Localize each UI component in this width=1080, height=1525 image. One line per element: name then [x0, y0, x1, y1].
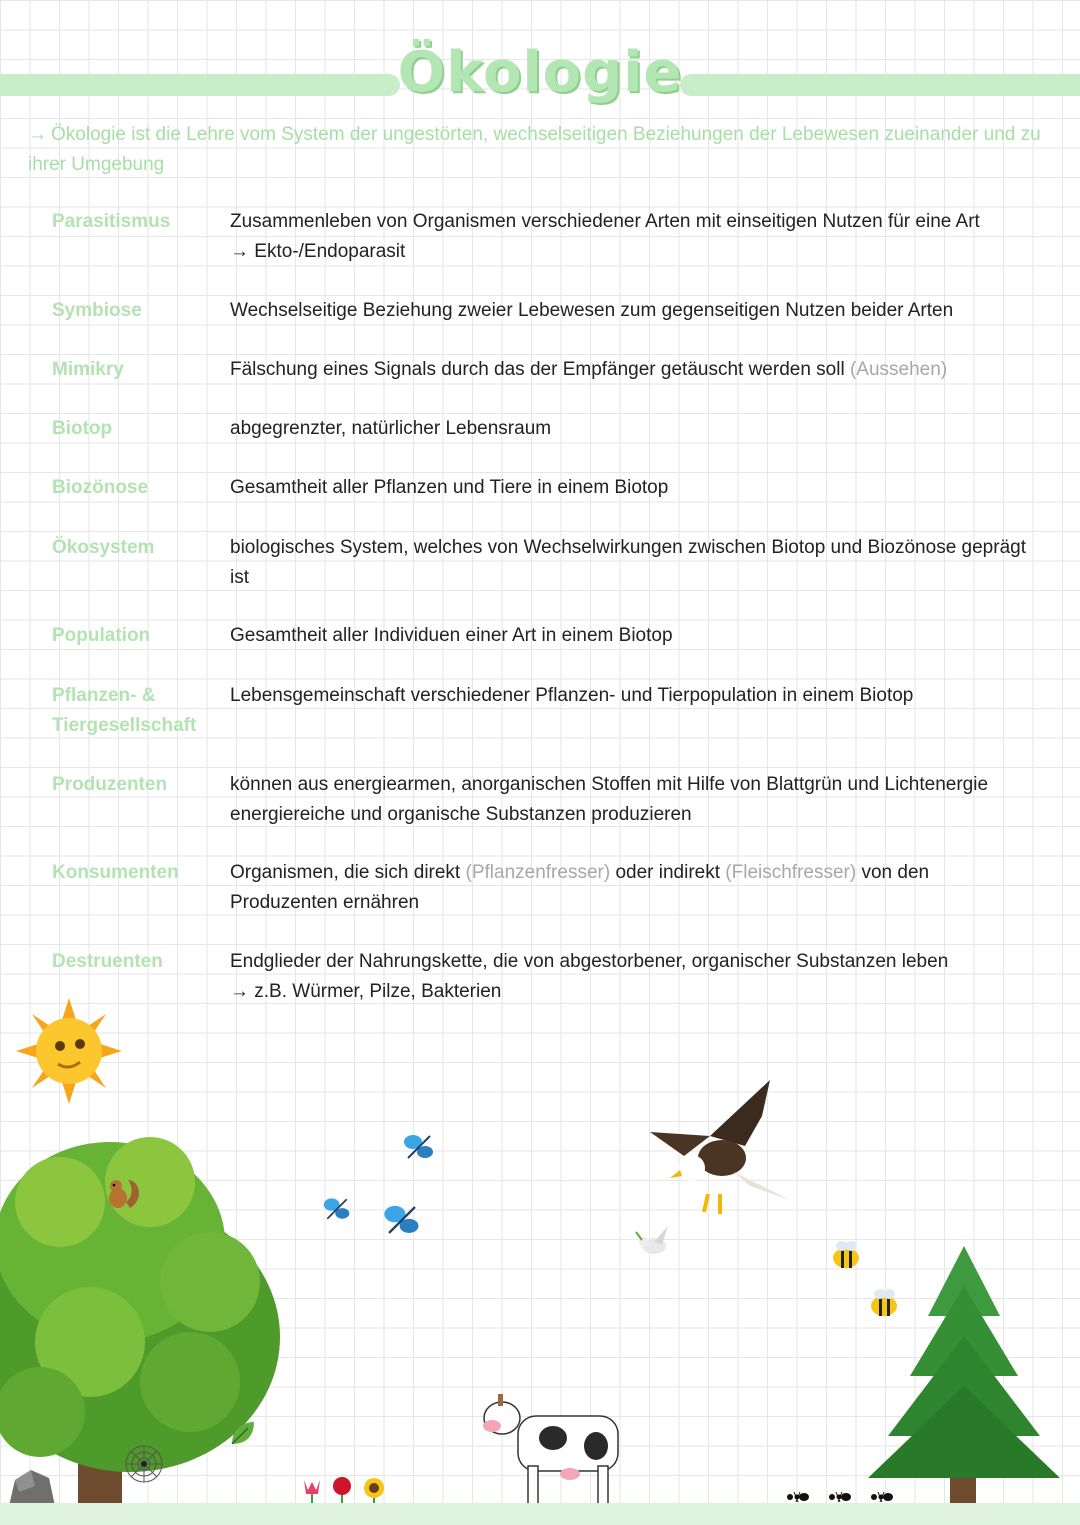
definition-text: oder indirekt [615, 862, 721, 883]
definition-text: Zusammenleben von Organismen verschiedener Arten mit einseitigen Nutzen für eine Art [230, 211, 980, 232]
term-gesellschaft [52, 681, 222, 740]
term-biozoenose: Biozönose [52, 477, 149, 498]
butterfly-icon [382, 1200, 422, 1240]
term-biotop: Biotop [52, 418, 113, 439]
definition-biozoenose: Gesamtheit aller Pflanzen und Tiere in einem Biotop [230, 477, 669, 498]
term-oekosystem: Ökosystem [52, 537, 155, 558]
definition-text: von den Produzenten ernähren [230, 862, 930, 913]
butterfly-icon [402, 1130, 436, 1164]
definition-example: → Ekto-/Endoparasit [230, 240, 406, 262]
definition-text: Endglieder der Nahrungskette, die von abgestorbener, organischer Substanzen leben [230, 951, 949, 972]
intro-arrow: → [28, 124, 47, 145]
definition-text: Fälschung eines Signals durch das der Empfänger getäuscht werden soll [230, 359, 845, 380]
definition-destruenten [230, 947, 1040, 1006]
term-population: Population [52, 625, 151, 646]
leaf-icon [228, 1418, 258, 1448]
cow-icon [478, 1386, 628, 1511]
definition-mimikry [230, 355, 1040, 385]
definition-note: (Fleischfresser) [725, 862, 857, 883]
squirrel-icon [104, 1174, 142, 1212]
fir-tree-icon [858, 1246, 1070, 1514]
term-line: Tiergesellschaft [52, 714, 197, 736]
intro-text: Ökologie ist die Lehre vom System der ungestörten, wechselseitigen Beziehungen der Lebewesen zueinander und zu ihrer Umgebung [28, 124, 1041, 175]
term-destruenten: Destruenten [52, 951, 163, 972]
page-title: Ökologie [397, 40, 683, 105]
term-line: Pflanzen- & [52, 685, 156, 706]
definition-gesellschaft: Lebensgemeinschaft verschiedener Pflanzen- und Tierpopulation in einem Biotop [230, 685, 914, 706]
definition-produzenten: können aus energiearmen, anorganischen Stoffen mit Hilfe von Blattgrün und Lichtenergie energiereiche und organische Substanzen produzieren [230, 774, 989, 825]
term-symbiose: Symbiose [52, 300, 142, 321]
term-parasitismus: Parasitismus [52, 211, 171, 232]
term-konsumenten: Konsumenten [52, 862, 179, 883]
term-mimikry: Mimikry [52, 359, 124, 380]
eagle-icon [650, 1076, 795, 1221]
sun-icon [16, 998, 122, 1104]
definition-note: (Pflanzenfresser) [465, 862, 611, 883]
term-produzenten: Produzenten [52, 774, 168, 795]
definition-symbiose: Wechselseitige Beziehung zweier Lebewesen zum gegenseitigen Nutzen beider Arten [230, 300, 954, 321]
definition-note: (Aussehen) [849, 359, 948, 380]
intro-definition [28, 120, 1068, 179]
spider-web-icon [124, 1444, 164, 1484]
butterfly-icon [322, 1194, 352, 1224]
dove-icon [632, 1222, 674, 1264]
footer-band [0, 1503, 1080, 1525]
definition-oekosystem: biologisches System, welches von Wechselwirkungen zwischen Biotop und Biozönose geprägt ist [230, 537, 1026, 588]
definition-parasitismus [230, 207, 1040, 266]
definition-example: → z.B. Würmer, Pilze, Bakterien [230, 980, 502, 1002]
definition-biotop: abgegrenzter, natürlicher Lebensraum [230, 418, 552, 439]
definition-konsumenten [230, 858, 1040, 917]
page-header [0, 18, 1080, 108]
definition-text: Organismen, die sich direkt [230, 862, 461, 883]
definition-population: Gesamtheit aller Individuen einer Art in einem Biotop [230, 625, 673, 646]
